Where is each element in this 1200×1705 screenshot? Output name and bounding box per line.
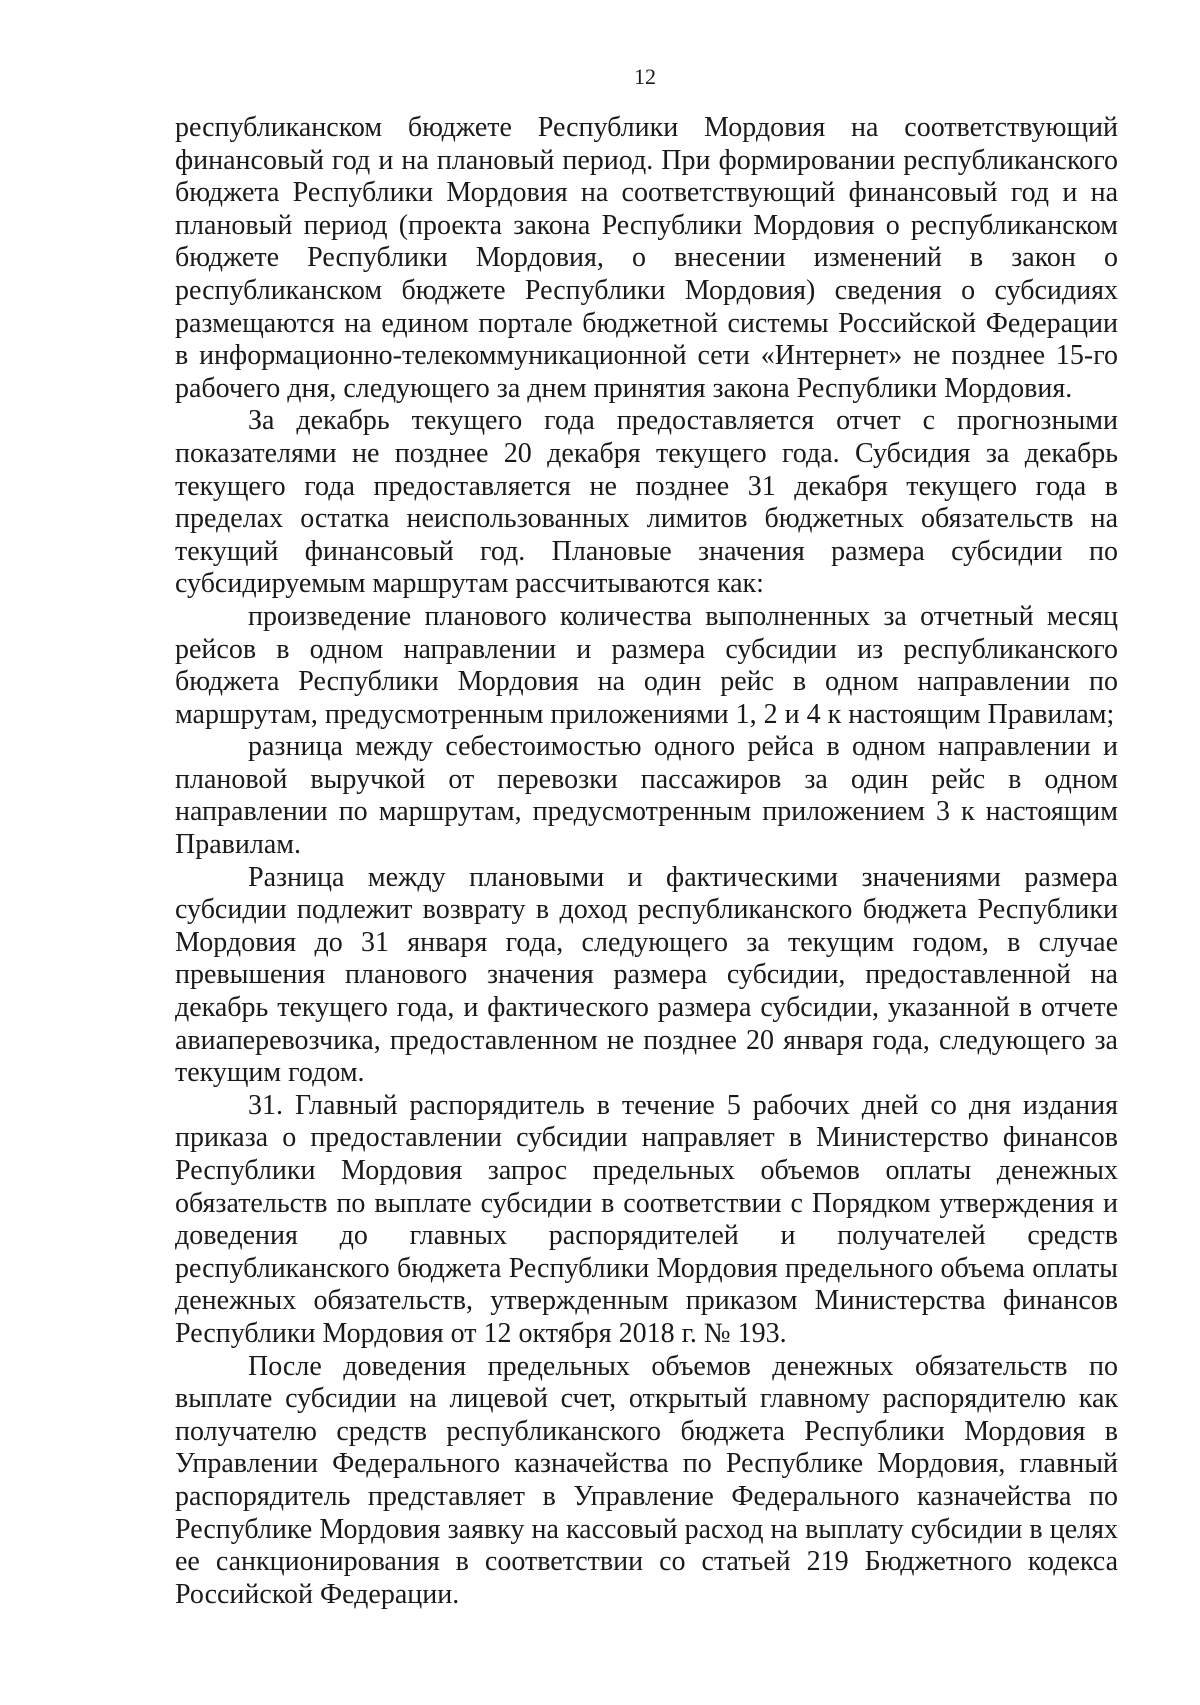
paragraph-item-31: 31. Главный распорядитель в течение 5 рабочих дней со дня издания приказа о предоставлении субсидии направляет в Министерство финансов Республики Мордовия запрос предельных объемов оплаты денежных обязательств по выплате субсидии в соответствии с Порядком утверждения и доведения до главных распорядителей и получателей средств республиканского бюджета Республики Мордовия предельного объема оплаты денежных обязательств, утвержденным приказом Министерства финансов Республики Мордовия от 12 октября 2018 г. № 193. — [175, 1089, 1118, 1349]
paragraph-continuation: республиканском бюджете Республики Мордовия на соответствующий финансовый год и на плановый период. При формировании республиканского бюджета Республики Мордовия на соответствующий финансовый год и на плановый период (проекта закона Республики Мордовия о республиканском бюджете Республики Мордовия, о внесении изменений в закон о республиканском бюджете Республики Мордовия) сведения о субсидиях размещаются на едином портале бюджетной системы Российской Федерации в информационно-телекоммуникационной сети «Интернет» не позднее 15-го рабочего дня, следующего за днем принятия закона Республики Мордовия. — [175, 112, 1118, 404]
paragraph-cost-difference: разница между себестоимостью одного рейса в одном направлении и плановой выручкой от перевозки пассажиров за один рейс в одном направлении по маршрутам, предусмотренным приложением 3 к настоящим Правилам. — [175, 731, 1118, 861]
document-body — [175, 112, 1118, 1611]
paragraph-treasury-request: После доведения предельных объемов денежных обязательств по выплате субсидии на лицевой счет, открытый главному распорядителю как получателю средств республиканского бюджета Республики Мордовия в Управлении Федерального казначейства по Республике Мордовия, главный распорядитель представляет в Управление Федерального казначейства по Республике Мордовия заявку на кассовый расход на выплату субсидии в целях ее санкционирования в соответствии со статьей 219 Бюджетного кодекса Российской Федерации. — [175, 1350, 1118, 1610]
paragraph-planned-flights: произведение планового количества выполненных за отчетный месяц рейсов в одном направлении и размера субсидии из республиканского бюджета Республики Мордовия на один рейс в одном направлении по маршрутам, предусмотренным приложениями 1, 2 и 4 к настоящим Правилам; — [175, 600, 1118, 730]
paragraph-december-report: За декабрь текущего года предоставляется отчет с прогнозными показателями не позднее 20 декабря текущего года. Субсидия за декабрь текущего года предоставляется не позднее 31 декабря текущего года в пределах остатка неиспользованных лимитов бюджетных обязательств на текущий финансовый год. Плановые значения размера субсидии по субсидируемым маршрутам рассчитываются как: — [175, 405, 1118, 600]
paragraph-refund-difference: Разница между плановыми и фактическими значениями размера субсидии подлежит возврату в доход республиканского бюджета Республики Мордовия до 31 января года, следующего за текущим годом, в случае превышения планового значения размера субсидии, предоставленной на декабрь текущего года, и фактического размера субсидии, указанной в отчете авиаперевозчика, предоставленном не позднее 20 января года, следующего за текущим годом. — [175, 861, 1118, 1089]
page-number: 12 — [634, 64, 656, 89]
